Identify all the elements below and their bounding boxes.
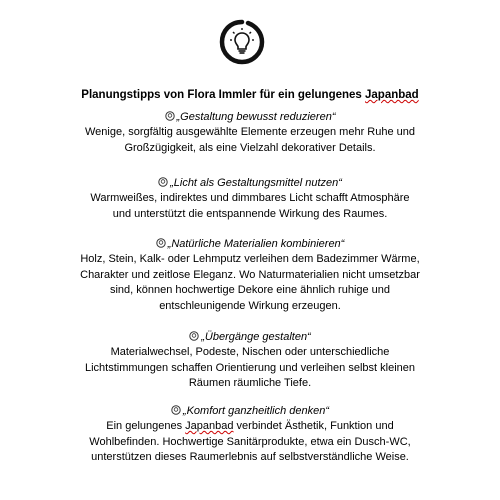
- tip-line: und unterstützt die entspannende Wirkung des Raumes.: [112, 207, 388, 220]
- tip-heading: „Übergänge gestalten“: [0, 330, 500, 344]
- tip-line: Ein gelungenes Japanbad verbindet Ästhetik, Funktion und: [106, 420, 394, 432]
- tip-body: [0, 252, 500, 314]
- bulb-bullet-icon: [156, 238, 166, 248]
- bulb-bullet-icon: [171, 405, 181, 415]
- bulb-bullet-icon: [158, 177, 168, 187]
- tip-line: Großzügigkeit, als eine Vielzahl dekorativer Details.: [124, 141, 376, 154]
- tip-line: Lichtstimmungen schaffen Orientierung und verleihen selbst kleinen: [85, 361, 415, 374]
- tip-line: unterstützen dieses Raumerlebnis auf selbstverständliche Weise.: [91, 451, 409, 464]
- tip-body: [0, 191, 500, 222]
- tip-line: Holz, Stein, Kalk- oder Lehmputz verleihen dem Badezimmer Wärme,: [80, 253, 420, 265]
- tip-body: [0, 345, 500, 392]
- tip-body: [0, 419, 500, 466]
- tip-heading: „Licht als Gestaltungsmittel nutzen“: [0, 176, 500, 190]
- tip-body: [0, 125, 500, 156]
- bulb-bullet-icon: [189, 331, 199, 341]
- lightbulb-logo-icon: [218, 18, 266, 66]
- tip-heading: „Gestaltung bewusst reduzieren“: [0, 110, 500, 124]
- tip-line: Wenige, sorgfältig ausgewählte Elemente erzeugen mehr Ruhe und: [85, 126, 415, 138]
- tip-line: sind, können hochwertige Dekore eine ähnlich ruhige und: [109, 284, 391, 297]
- tip-section-3: [0, 237, 500, 314]
- tip-section-5: [0, 404, 500, 466]
- tip-line: Räumen räumliche Tiefe.: [188, 377, 312, 390]
- tip-heading: „Natürliche Materialien kombinieren“: [0, 237, 500, 251]
- japanbad-word: Japanbad: [185, 420, 234, 432]
- tip-section-4: [0, 330, 500, 392]
- tip-line: Charakter und zeitlose Eleganz. Wo Naturmaterialien nicht umsetzbar: [80, 268, 420, 281]
- page-title: [0, 89, 500, 101]
- tip-section-2: [0, 176, 500, 222]
- tip-line: entschleunigende Wirkung erzeugen.: [159, 299, 341, 312]
- title-highlight: Japanbad: [365, 89, 419, 101]
- tip-line: Wohlbefinden. Hochwertige Sanitärprodukte, etwa ein Dusch-WC,: [89, 435, 411, 448]
- tip-heading: „Komfort ganzheitlich denken“: [0, 404, 500, 418]
- bulb-bullet-icon: [165, 111, 175, 121]
- tip-line: Materialwechsel, Podeste, Nischen oder unterschiedliche: [110, 346, 390, 358]
- title-text: Planungstipps von Flora Immler für ein gelungenes: [81, 89, 366, 101]
- tip-section-1: [0, 110, 500, 156]
- tip-line: Warmweißes, indirektes und dimmbares Licht schafft Atmosphäre: [90, 192, 410, 204]
